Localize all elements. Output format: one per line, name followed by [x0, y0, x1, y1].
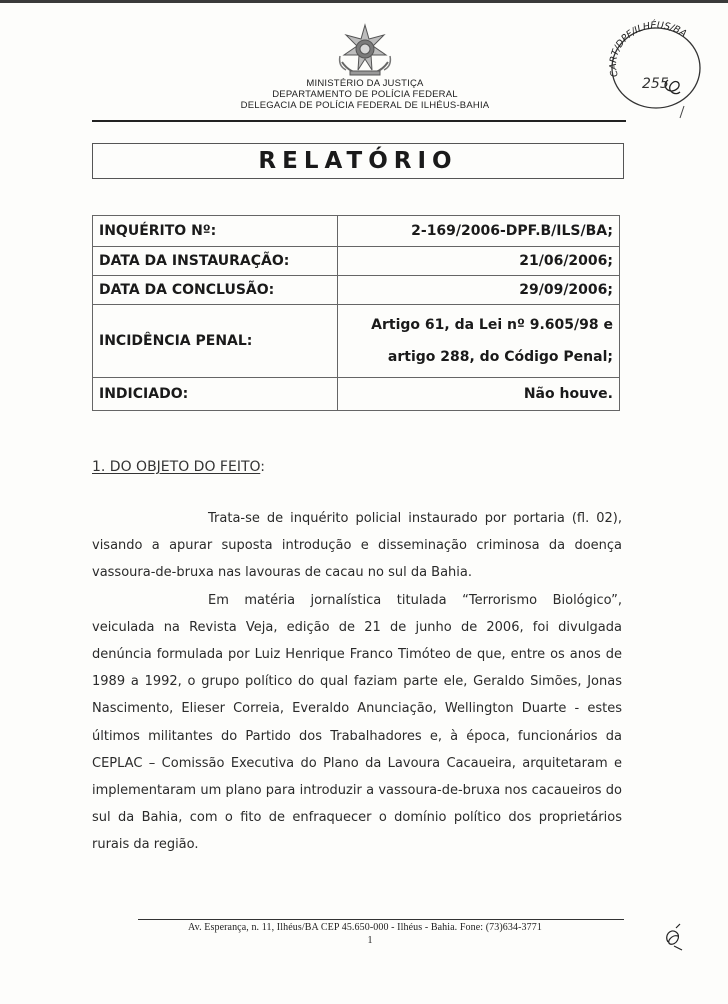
case-info-table [92, 215, 620, 411]
incidencia-label: INCIDÊNCIA PENAL: [93, 305, 338, 378]
page-top-edge [0, 0, 728, 3]
stamp-text: CART/DPF/ILHÉUS/BA [608, 20, 689, 78]
table-row [93, 216, 620, 247]
instauracao-value: 21/06/2006; [338, 247, 620, 276]
paragraph-1: Trata-se de inquérito policial instaurado por portaria (fl. 02), visando a apurar suposta introdução e disseminação criminosa da doença vassoura-de-bruxa nas lavouras de cacau no sul da Bahia. [92, 511, 622, 581]
handwritten-initials [660, 922, 688, 952]
indiciado-label: INDICIADO: [93, 378, 338, 411]
instauracao-label: DATA DA INSTAURAÇÃO: [93, 247, 338, 276]
incidencia-line-1: Artigo 61, da Lei nº 9.605/98 e [371, 317, 613, 333]
title-box [92, 143, 624, 179]
inquerito-label: INQUÉRITO Nº: [93, 216, 338, 247]
header-divider [92, 120, 626, 122]
svg-text:CART/DPF/ILHÉUS/BA [608, 19, 688, 78]
conclusao-value: 29/09/2006; [338, 276, 620, 305]
table-row [93, 276, 620, 305]
paragraph-2: Em matéria jornalística titulada “Terrorismo Biológico”, veiculada na Revista Veja, edição de 21 de junho de 2006, foi divulgada denúncia formulada por Luiz Henrique Franco Timóteo de que, entre os anos de 1989 a 1992, o grupo político do qual faziam parte ele, Geraldo Simões, Jonas Nascimento, Elieser Correia, Everaldo Anunciação, Wellington Duarte - estes últimos militantes do Partido dos Trabalhadores e, à época, funcionários da CEPLAC – Comissão Executiva do Plano da Lavoura Cacaueira, arquitetaram e implementaram um plano para introduzir a vassoura-de-bruxa nos cacaueiros do sul da Bahia, com o fito de enfraquecer o domínio político dos proprietários rurais da região. [92, 592, 622, 853]
body-text [92, 505, 622, 859]
footer-address: Av. Esperança, n. 11, Ilhéus/BA CEP 45.650-000 - Ilhéus - Bahia. Fone: (73)634-3771 [188, 922, 542, 933]
page-number: 1 [367, 935, 373, 946]
table-row [93, 378, 620, 411]
ministry-name: MINISTÉRIO DA JUSTIÇA [306, 78, 424, 89]
indiciado-value: Não houve. [338, 378, 620, 411]
table-row [93, 247, 620, 276]
stamp-number: 255 [642, 76, 669, 92]
footer-divider [138, 919, 624, 920]
section-heading-text: 1. DO OBJETO DO FEITO [92, 459, 261, 475]
coat-of-arms-icon [336, 22, 394, 78]
letterhead [150, 78, 580, 111]
department-name: DEPARTAMENTO DE POLÍCIA FEDERAL [272, 89, 458, 100]
receipt-stamp [590, 16, 710, 122]
incidencia-value [338, 305, 620, 378]
conclusao-label: DATA DA CONCLUSÃO: [93, 276, 338, 305]
incidencia-line-2: artigo 288, do Código Penal; [387, 349, 613, 365]
section-heading-colon: : [260, 459, 265, 475]
inquerito-value: 2-169/2006-DPF.B/ILS/BA; [338, 216, 620, 247]
table-row [93, 305, 620, 378]
office-name: DELEGACIA DE POLÍCIA FEDERAL DE ILHÉUS-BAHIA [240, 100, 490, 111]
section-heading [92, 459, 265, 475]
document-title: RELATÓRIO [258, 148, 458, 174]
